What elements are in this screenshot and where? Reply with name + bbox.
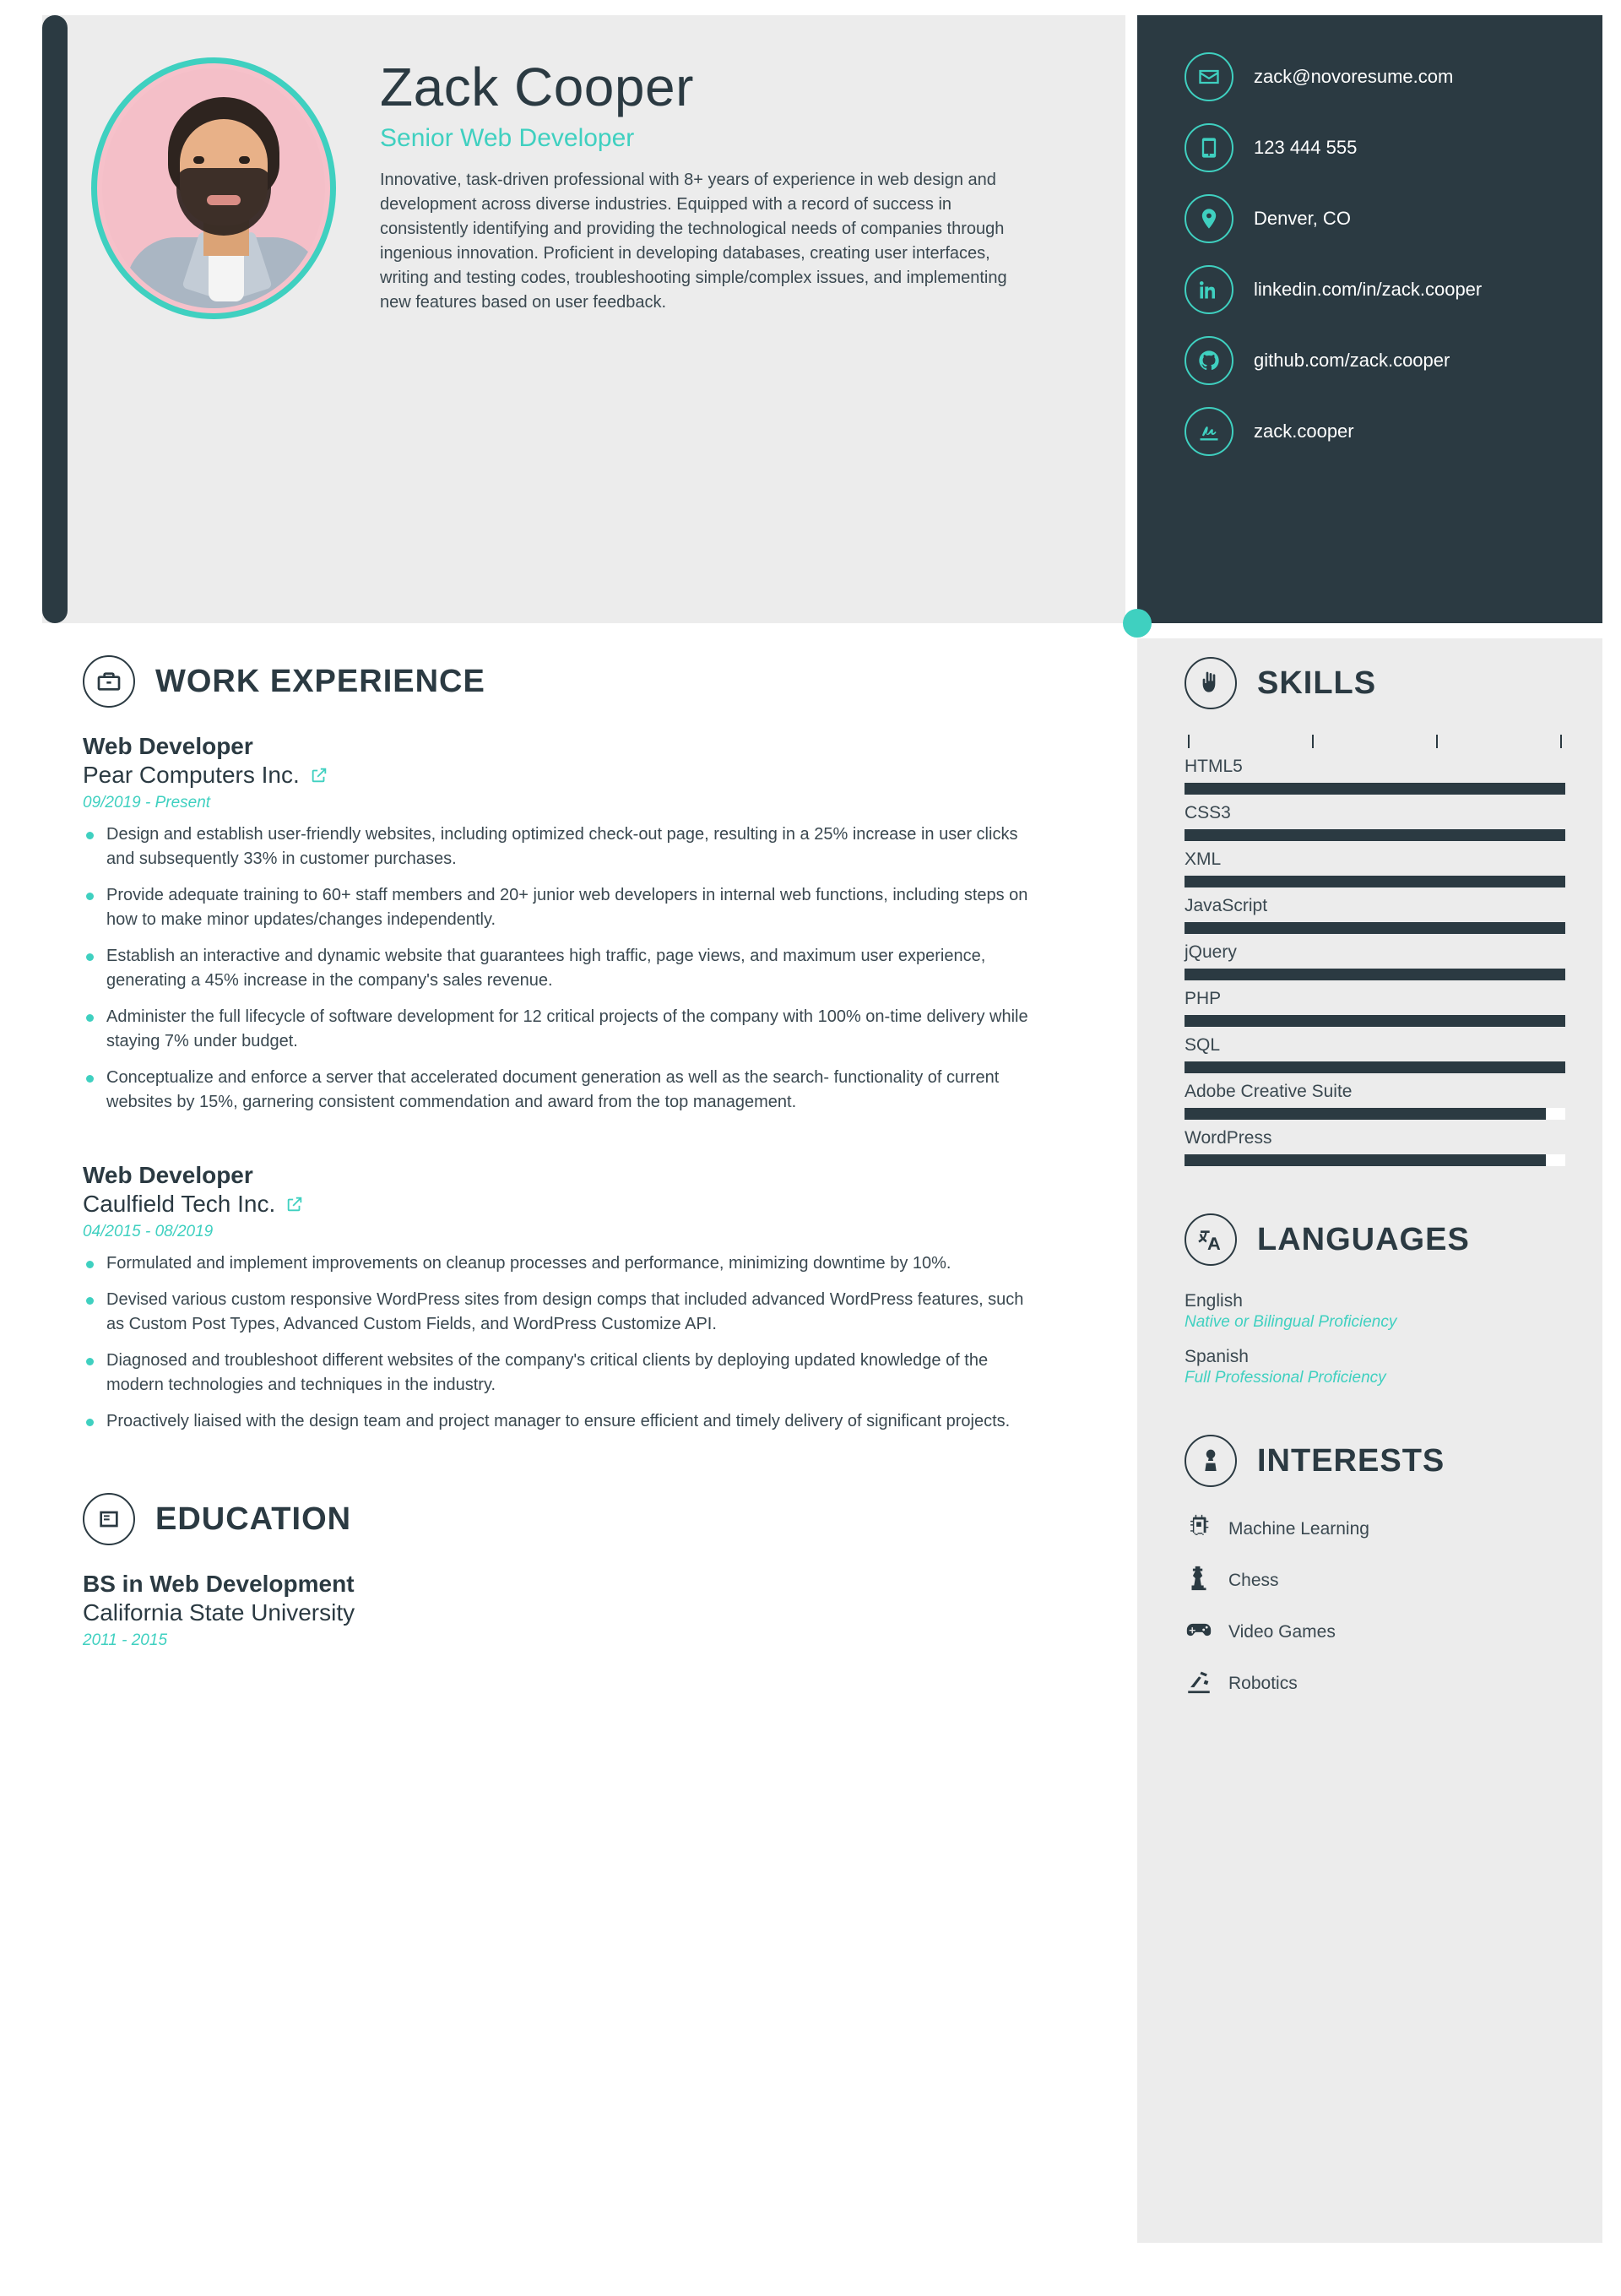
contact-item-phone[interactable] (1185, 123, 1602, 172)
interests-icon (1185, 1435, 1237, 1487)
language-icon (1185, 1213, 1237, 1266)
interest-item (1185, 1667, 1565, 1700)
skill-item (1185, 757, 1565, 795)
contact-item-email[interactable] (1185, 52, 1602, 101)
skill-bar (1185, 829, 1565, 841)
header-accent-bar (42, 15, 68, 623)
contact-github-value: github.com/zack.cooper (1254, 350, 1450, 371)
list-item: Design and establish user-friendly websites, including optimized check-out page, resulting in a 25% increase in user clicks and subsequently 33% in customer purchases. (83, 822, 1037, 871)
section-header-languages (1185, 1213, 1565, 1266)
language-level: Native or Bilingual Proficiency (1185, 1313, 1397, 1331)
list-item: Diagnosed and troubleshoot different websites of the company's critical clients by deploying updated knowledge of the modern technologies and techniques in the industry. (83, 1349, 1037, 1398)
list-item: Provide adequate training to 60+ staff members and 20+ junior web developers in internal web functions, including steps on how to make minor updates/changes independently. (83, 883, 1037, 932)
contact-item-location[interactable] (1185, 194, 1602, 243)
section-title-education: EDUCATION (155, 1501, 352, 1537)
skill-bar (1185, 969, 1565, 980)
job-bullets (83, 822, 1092, 1115)
job-role: Web Developer (83, 733, 253, 759)
interest-label: Robotics (1228, 1673, 1298, 1693)
interest-item (1185, 1564, 1565, 1597)
skill-name: WordPress (1185, 1128, 1272, 1148)
job-role: Web Developer (83, 1162, 253, 1188)
skill-item (1185, 896, 1565, 934)
phone-icon (1185, 123, 1233, 172)
job-company-name: Caulfield Tech Inc. (83, 1191, 276, 1217)
skill-bar (1185, 1015, 1565, 1027)
avatar-ring (91, 57, 336, 319)
language-name: Spanish (1185, 1347, 1249, 1366)
location-pin-icon (1185, 194, 1233, 243)
contact-item-github[interactable] (1185, 336, 1602, 385)
language-item (1185, 1291, 1565, 1332)
graduation-cap-icon (83, 1493, 135, 1545)
skill-name: SQL (1185, 1035, 1221, 1055)
section-title-skills: SKILLS (1257, 665, 1377, 701)
job-company (83, 762, 1092, 789)
skill-bar (1185, 783, 1565, 795)
profile-summary: Innovative, task-driven professional with 8+ years of experience in web design and development across diverse industries. Equipped with a record of success in consistently identifying and providing the technological needs of companies through ingenious innovation. Proficient in developing databases, creating user interfaces, writing and testing codes, troubleshooting simple/complex issues, and implementing new features based on user feedback. (380, 171, 1007, 312)
work-entry (83, 1162, 1092, 1434)
section-header-skills (1185, 657, 1565, 709)
header-left-panel (42, 15, 1125, 623)
list-item: Conceptualize and enforce a server that accelerated document generation as well as the search- functionality of current websites by 15%, garnering consistent commendation and award from the top management. (83, 1066, 1037, 1115)
contact-location-value: Denver, CO (1254, 208, 1351, 229)
education-degree: BS in Web Development (83, 1571, 355, 1597)
main-column (42, 638, 1125, 1650)
briefcase-icon (83, 655, 135, 708)
chess-piece-icon (1185, 1564, 1213, 1597)
list-item: Proactively liaised with the design team and project manager to ensure efficient and timely delivery of significant projects. (83, 1409, 1037, 1434)
contact-email-value: zack@novoresume.com (1254, 66, 1454, 87)
skill-item (1185, 1128, 1565, 1166)
skill-bar (1185, 876, 1565, 887)
contact-item-signature[interactable] (1185, 407, 1602, 456)
body (19, 638, 1602, 2243)
section-title-interests: INTERESTS (1257, 1442, 1445, 1479)
contact-signature-value: zack.cooper (1254, 421, 1354, 442)
interest-label: Chess (1228, 1570, 1279, 1590)
signature-icon (1185, 407, 1233, 456)
envelope-icon (1185, 52, 1233, 101)
header-text (344, 51, 1092, 598)
contact-phone-value: 123 444 555 (1254, 137, 1358, 158)
interest-label: Machine Learning (1228, 1518, 1369, 1539)
skill-bar (1185, 1061, 1565, 1073)
section-title-work-experience: WORK EXPERIENCE (155, 663, 485, 699)
job-title: Senior Web Developer (380, 124, 635, 153)
external-link-icon[interactable] (310, 766, 328, 784)
contact-panel (1137, 15, 1602, 623)
list-item: Administer the full lifecycle of software development for 12 critical projects of the company with 100% on-time delivery while staying 7% under budget. (83, 1005, 1037, 1054)
contact-linkedin-value: linkedin.com/in/zack.cooper (1254, 279, 1483, 300)
section-header-work-experience (83, 655, 1092, 708)
skill-item (1185, 849, 1565, 887)
skill-name: PHP (1185, 989, 1222, 1008)
list-item: Devised various custom responsive WordPress sites from design comps that included advanced WordPress features, such as Custom Post Types, Advanced Custom Fields, and WordPress Customize API. (83, 1288, 1037, 1337)
skill-item (1185, 942, 1565, 980)
accent-dot (1123, 609, 1152, 638)
skill-name: jQuery (1185, 942, 1237, 962)
header (19, 15, 1602, 623)
contact-item-linkedin[interactable] (1185, 265, 1602, 314)
skill-item (1185, 1035, 1565, 1073)
skill-item (1185, 803, 1565, 841)
education-school: California State University (83, 1599, 355, 1626)
section-header-education (83, 1493, 1092, 1545)
github-icon (1185, 336, 1233, 385)
interest-item (1185, 1615, 1565, 1648)
robot-arm-icon (1185, 1667, 1213, 1700)
language-item (1185, 1347, 1565, 1387)
job-bullets (83, 1251, 1092, 1434)
skill-name: XML (1185, 849, 1222, 869)
linkedin-icon (1185, 265, 1233, 314)
skill-scale (1188, 735, 1562, 748)
skill-name: CSS3 (1185, 803, 1231, 822)
skill-bar (1185, 1108, 1565, 1120)
job-dates: 04/2015 - 08/2019 (83, 1223, 214, 1240)
section-header-interests (1185, 1435, 1565, 1487)
job-dates: 09/2019 - Present (83, 794, 211, 811)
sidebar-column (1137, 638, 1602, 2243)
skill-name: Adobe Creative Suite (1185, 1082, 1353, 1101)
skill-name: HTML5 (1185, 757, 1243, 776)
section-title-languages: LANGUAGES (1257, 1221, 1470, 1257)
education-dates: 2011 - 2015 (83, 1631, 168, 1649)
skill-name: JavaScript (1185, 896, 1268, 915)
skill-bar (1185, 922, 1565, 934)
avatar-photo (102, 68, 325, 308)
list-item: Establish an interactive and dynamic website that guarantees high traffic, page views, and maximum user experience, generating a 45% increase in the company's sales revenue. (83, 944, 1037, 993)
job-company (83, 1191, 1092, 1218)
external-link-icon[interactable] (285, 1195, 304, 1213)
avatar (91, 57, 344, 598)
language-level: Full Professional Proficiency (1185, 1369, 1386, 1387)
language-name: English (1185, 1291, 1243, 1311)
interest-label: Video Games (1228, 1621, 1336, 1642)
job-company-name: Pear Computers Inc. (83, 762, 300, 788)
work-entry (83, 733, 1092, 1115)
skill-bar (1185, 1154, 1565, 1166)
skill-item (1185, 1082, 1565, 1120)
skill-item (1185, 989, 1565, 1027)
page-title: Zack Cooper (380, 57, 694, 117)
gamepad-icon (1185, 1615, 1213, 1648)
list-item: Formulated and implement improvements on cleanup processes and performance, minimizing downtime by 10%. (83, 1251, 1037, 1276)
interest-item (1185, 1512, 1565, 1545)
chip-icon (1185, 1512, 1213, 1545)
education-entry (83, 1571, 1092, 1650)
skills-hand-icon (1185, 657, 1237, 709)
